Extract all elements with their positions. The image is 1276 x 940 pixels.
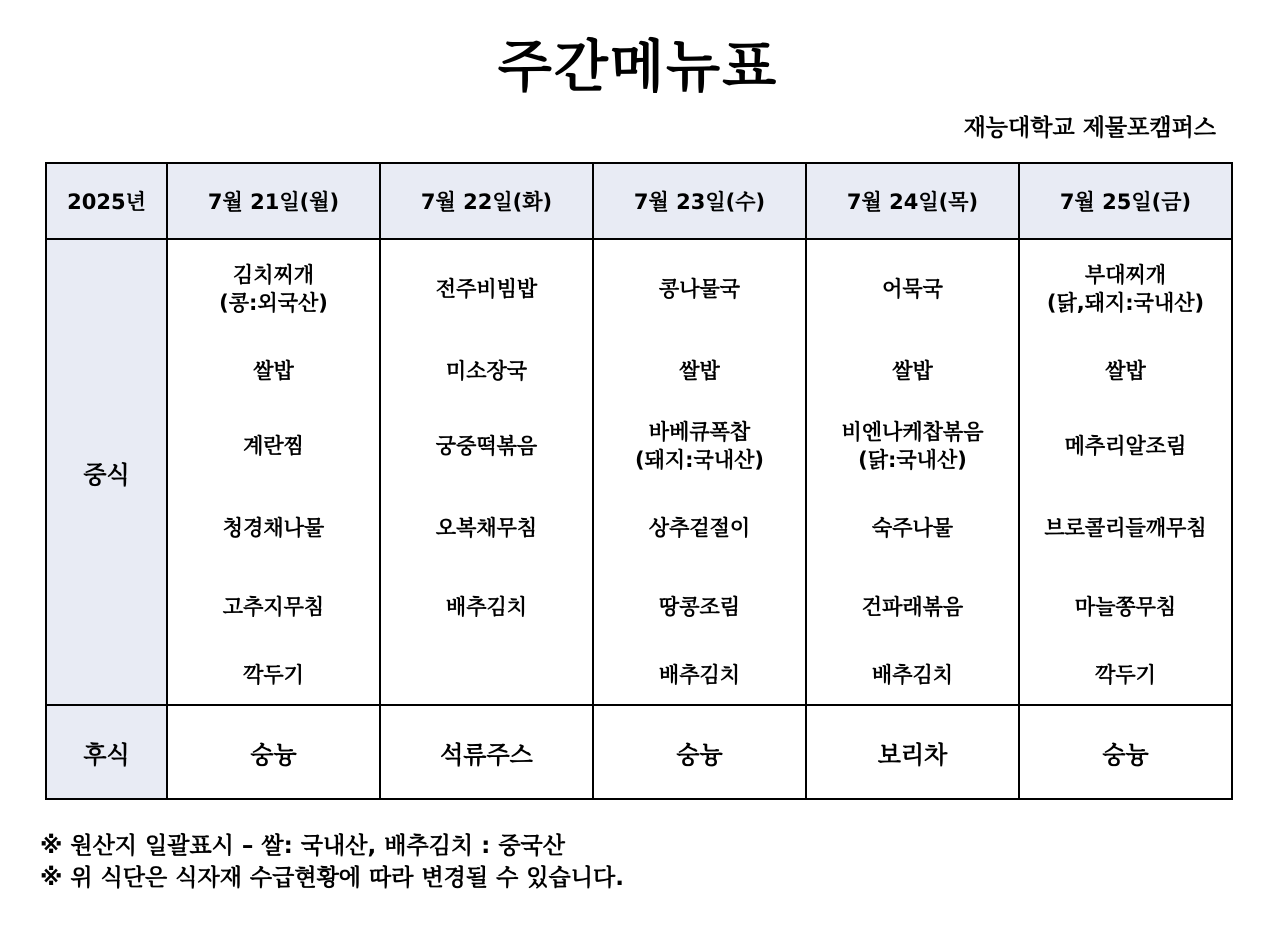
day-header-tue: 7월 22일(화) bbox=[380, 163, 593, 239]
menu-item: 땅콩조림 bbox=[658, 595, 741, 619]
lunch-cell-fri bbox=[1019, 239, 1232, 705]
menu-item: 건파래볶음 bbox=[861, 595, 964, 619]
menu-item: 마늘쫑무침 bbox=[1074, 595, 1177, 619]
menu-item: 궁중떡볶음 bbox=[435, 434, 538, 458]
menu-item: 숙주나물 bbox=[871, 516, 954, 540]
menu-item: 메추리알조림 bbox=[1064, 434, 1187, 458]
snack-label: 후식 bbox=[46, 705, 167, 799]
menu-item: 계란찜 bbox=[243, 434, 304, 458]
weekly-menu-table bbox=[45, 162, 1233, 800]
menu-item: 브로콜리들깨무침 bbox=[1044, 516, 1207, 540]
menu-item: 쌀밥 bbox=[679, 359, 720, 383]
menu-item: 비엔나케찹볶음 (닭:국내산) bbox=[841, 420, 984, 472]
menu-item: 김치찌개 (콩:외국산) bbox=[219, 263, 328, 315]
menu-item: 깍두기 bbox=[1095, 663, 1156, 687]
notes bbox=[40, 830, 624, 894]
day-header-fri: 7월 25일(금) bbox=[1019, 163, 1232, 239]
year-header: 2025년 bbox=[46, 163, 167, 239]
menu-item: 청경채나물 bbox=[222, 516, 325, 540]
snack-cell-fri: 숭늉 bbox=[1019, 705, 1232, 799]
school-name: 재능대학교 제물포캠퍼스 bbox=[963, 115, 1216, 141]
menu-item: 쌀밥 bbox=[892, 359, 933, 383]
origin-note: ※ 원산지 일괄표시 – 쌀: 국내산, 배추김치 : 중국산 bbox=[40, 833, 565, 859]
lunch-cell-mon bbox=[167, 239, 380, 705]
lunch-cell-thu bbox=[806, 239, 1019, 705]
menu-item: 고추지무침 bbox=[222, 595, 325, 619]
snack-cell-mon: 숭늉 bbox=[167, 705, 380, 799]
menu-item bbox=[381, 646, 592, 704]
menu-item: 바베큐폭찹 (돼지:국내산) bbox=[634, 420, 765, 472]
day-header-wed: 7월 23일(수) bbox=[593, 163, 806, 239]
day-header-mon: 7월 21일(월) bbox=[167, 163, 380, 239]
header-row bbox=[46, 163, 1232, 239]
snack-cell-thu: 보리차 bbox=[806, 705, 1019, 799]
menu-item: 전주비빔밥 bbox=[435, 277, 538, 301]
lunch-label: 중식 bbox=[46, 239, 167, 705]
menu-item: 어묵국 bbox=[882, 277, 943, 301]
menu-item: 상추겉절이 bbox=[648, 516, 751, 540]
menu-item: 배추김치 bbox=[871, 663, 954, 687]
change-note: ※ 위 식단은 식자재 수급현황에 따라 변경될 수 있습니다. bbox=[40, 865, 624, 891]
lunch-row bbox=[46, 239, 1232, 705]
menu-item: 미소장국 bbox=[445, 359, 528, 383]
day-header-thu: 7월 24일(목) bbox=[806, 163, 1019, 239]
page-title: 주간메뉴표 bbox=[497, 35, 779, 100]
lunch-cell-tue bbox=[380, 239, 593, 705]
menu-item: 오복채무침 bbox=[435, 516, 538, 540]
menu-item: 쌀밥 bbox=[253, 359, 294, 383]
menu-item: 부대찌개 (닭,돼지:국내산) bbox=[1046, 263, 1205, 315]
menu-item: 쌀밥 bbox=[1105, 359, 1146, 383]
snack-cell-wed: 숭늉 bbox=[593, 705, 806, 799]
snack-row bbox=[46, 705, 1232, 799]
menu-item: 배추김치 bbox=[445, 595, 528, 619]
menu-item: 콩나물국 bbox=[658, 277, 741, 301]
snack-cell-tue: 석류주스 bbox=[380, 705, 593, 799]
menu-item: 깍두기 bbox=[243, 663, 304, 687]
lunch-cell-wed bbox=[593, 239, 806, 705]
menu-item: 배추김치 bbox=[658, 663, 741, 687]
